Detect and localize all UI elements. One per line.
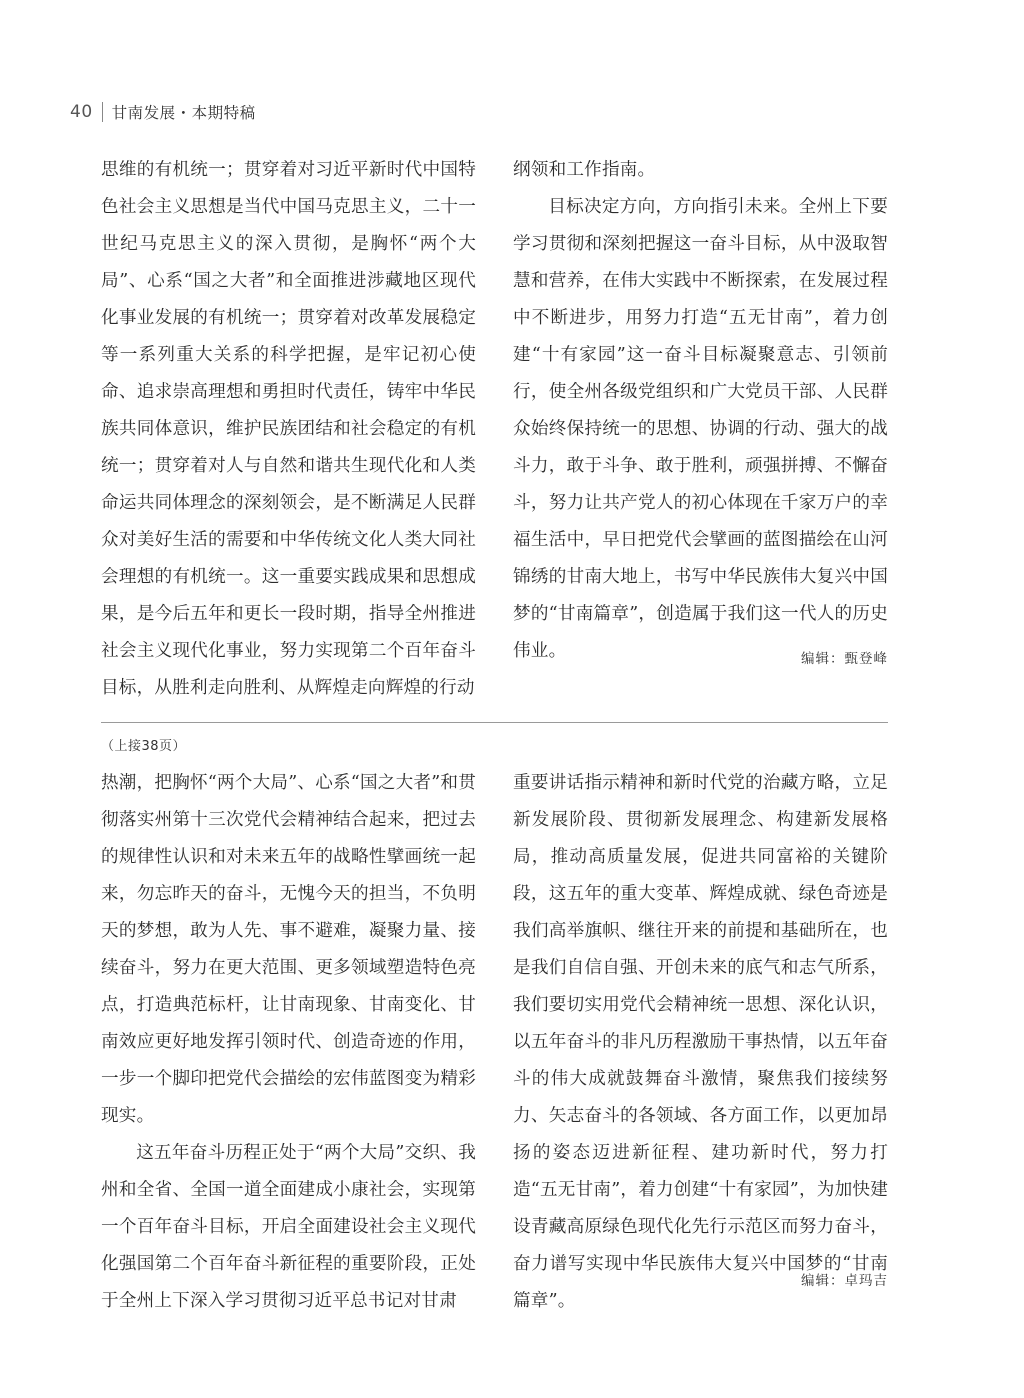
body-paragraph: 目标决定方向，方向指引未来。全州上下要学习贯彻和深刻把握这一奋斗目标，从中汲取智慧和营养，在伟大实践中不断探索，在发展过程中不断进步，用努力打造“五无甘南”，着力创建“十有家园”这一奋斗目标凝聚意志、引领前行，使全州各级党组织和广大党员干部、人民群众始终保持统一的思想、协调的行动、强大的战斗力，敢于斗争、敢于胜利，顽强拼搏、不懈奋斗，努力让共产党人的初心体现在千家万户的幸福生活中，早日把党代会擘画的蓝图描绘在山河锦绣的甘南大地上，书写中华民族伟大复兴中国梦的“甘南篇章”，创造属于我们这一代人的历史伟业。 [513, 197, 888, 661]
body-paragraph: 思维的有机统一；贯穿着对习近平新时代中国特色社会主义思想是当代中国马克思主义，二十一世纪马克思主义的深入贯彻，是胸怀“两个大局”、心系“国之大者”和全面推进涉藏地区现代化事业发展的有机统一；贯穿着对改革发展稳定等一系列重大关系的科学把握，是牢记初心使命、追求崇高理想和勇担时代责任，铸牢中华民族共同体意识，维护民族团结和社会稳定的有机统一；贯穿着对人与自然和谐共生现代化和人类命运共同体理念的深刻领会，是不断满足人民群众对美好生活的需要和中华传统文化人类大同社会理想的有机统一。这一重要实践成果和思想成果，是今后五年和更长一段时期，指导全州推进社会主义现代化事业，努力实现第二个百年奋斗目标，从胜利走向胜利、从辉煌走向辉煌的行动 [101, 160, 476, 698]
page-number: 40 [70, 102, 93, 122]
editor-credit: 编辑：卓玛吉 [801, 1273, 888, 1289]
bottom-article-left-column [101, 765, 476, 1320]
header-divider [102, 102, 103, 122]
page-header [70, 98, 256, 126]
body-paragraph: 纲领和工作指南。 [513, 160, 656, 180]
body-paragraph: 重要讲话指示精神和新时代党的治藏方略，立足新发展阶段、贯彻新发展理念、构建新发展格局，推动高质量发展，促进共同富裕的关键阶段，这五年的重大变革、辉煌成就、绿色奇迹是我们高举旗帜、继往开来的前提和基础所在，也是我们自信自强、开创未来的底气和志气所系，我们要切实用党代会精神统一思想、深化认识，以五年奋斗的非凡历程激励干事热情，以五年奋斗的伟大成就鼓舞奋斗激情，聚焦我们接续努力、矢志奋斗的各领域、各方面工作，以更加昂扬的姿态迈进新征程、建功新时代，努力打造“五无甘南”，着力创建“十有家园”，为加快建设青藏高原绿色现代化先行示范区而努力奋斗，奋力谱写实现中华民族伟大复兴中国梦的“甘南篇章”。 [513, 773, 888, 1311]
article-divider [101, 722, 888, 723]
editor-credit: 编辑：甄登峰 [801, 651, 888, 667]
body-paragraph: 热潮，把胸怀“两个大局”、心系“国之大者”和贯彻落实州第十三次党代会精神结合起来，把过去的规律性认识和对未来五年的战略性擘画统一起来，勿忘昨天的奋斗，无愧今天的担当，不负明天的梦想，敢为人先、事不避难，凝聚力量、接续奋斗，努力在更大范围、更多领域塑造特色亮点，打造典范标杆，让甘南现象、甘南变化、甘南效应更好地发挥引领时代、创造奇迹的作用，一步一个脚印把党代会描绘的宏伟蓝图变为精彩现实。 [101, 773, 476, 1126]
continued-from-note: （上接38页） [101, 739, 187, 754]
journal-title: 甘南发展・本期特稿 [111, 104, 256, 122]
top-article-left-column [101, 152, 476, 707]
bottom-article-right-column [513, 765, 888, 1320]
body-paragraph: 这五年奋斗历程正处于“两个大局”交织、我州和全省、全国一道全面建成小康社会，实现第一个百年奋斗目标，开启全面建设社会主义现代化强国第二个百年奋斗新征程的重要阶段，正处于全州上下深入学习贯彻习近平总书记对甘肃 [101, 1143, 476, 1311]
top-article-right-column [513, 152, 888, 670]
